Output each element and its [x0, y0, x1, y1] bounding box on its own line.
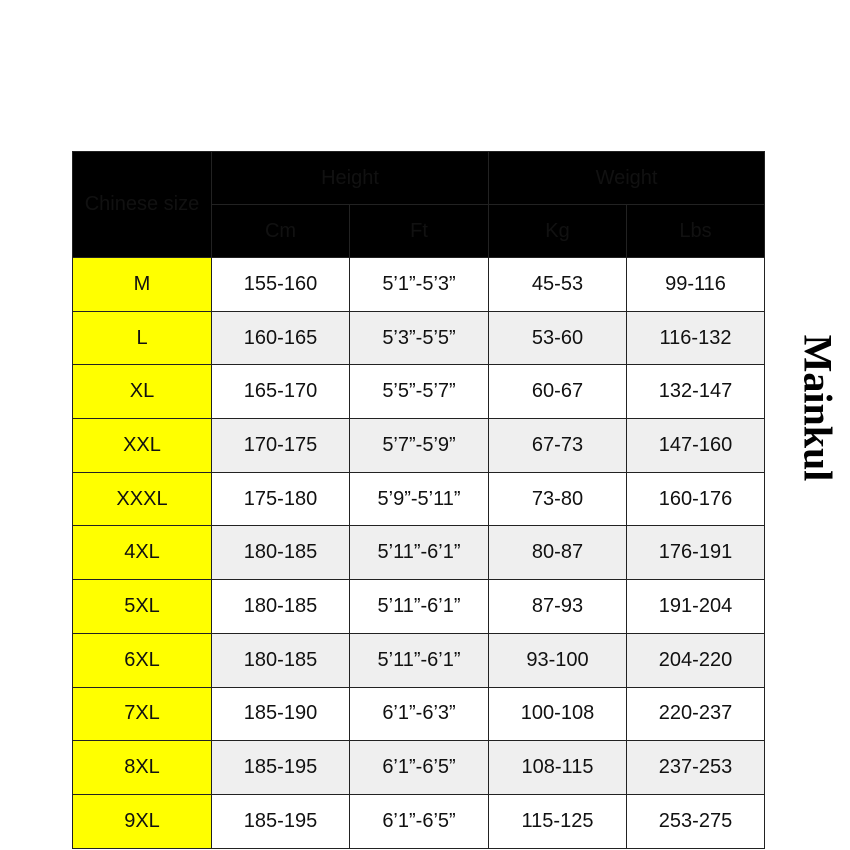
table-row [73, 419, 765, 473]
size-cell: 9XL [73, 794, 212, 848]
kg-cell: 67-73 [489, 419, 627, 473]
cm-cell: 180-185 [212, 526, 350, 580]
lbs-cell: 147-160 [627, 419, 765, 473]
size-chart-table [72, 151, 765, 849]
size-cell: M [73, 258, 212, 312]
cm-cell: 170-175 [212, 419, 350, 473]
lbs-cell: 220-237 [627, 687, 765, 741]
kg-header: Kg [489, 205, 627, 258]
kg-cell: 115-125 [489, 794, 627, 848]
table-row [73, 687, 765, 741]
ft-cell: 5’11”-6’1” [350, 580, 489, 634]
table-row [73, 258, 765, 312]
ft-cell: 5’11”-6’1” [350, 526, 489, 580]
lbs-cell: 116-132 [627, 311, 765, 365]
lbs-cell: 253-275 [627, 794, 765, 848]
table-row [73, 365, 765, 419]
cm-cell: 165-170 [212, 365, 350, 419]
kg-cell: 108-115 [489, 741, 627, 795]
size-cell: XXL [73, 419, 212, 473]
kg-cell: 73-80 [489, 472, 627, 526]
cm-cell: 185-195 [212, 794, 350, 848]
chinese-size-header: Chinese size [73, 152, 212, 258]
cm-header: Cm [212, 205, 350, 258]
weight-header: Weight [489, 152, 765, 205]
cm-cell: 185-190 [212, 687, 350, 741]
size-cell: L [73, 311, 212, 365]
ft-cell: 6’1”-6’5” [350, 741, 489, 795]
ft-cell: 5’3”-5’5” [350, 311, 489, 365]
table-row [73, 526, 765, 580]
kg-cell: 93-100 [489, 633, 627, 687]
size-cell: XXXL [73, 472, 212, 526]
kg-cell: 80-87 [489, 526, 627, 580]
ft-cell: 5’5”-5’7” [350, 365, 489, 419]
size-cell: 7XL [73, 687, 212, 741]
lbs-cell: 160-176 [627, 472, 765, 526]
cm-cell: 160-165 [212, 311, 350, 365]
table-row [73, 580, 765, 634]
cm-cell: 175-180 [212, 472, 350, 526]
kg-cell: 100-108 [489, 687, 627, 741]
size-cell: 5XL [73, 580, 212, 634]
lbs-cell: 204-220 [627, 633, 765, 687]
lbs-cell: 132-147 [627, 365, 765, 419]
kg-cell: 45-53 [489, 258, 627, 312]
height-header: Height [212, 152, 489, 205]
size-cell: XL [73, 365, 212, 419]
size-cell: 6XL [73, 633, 212, 687]
ft-cell: 5’9”-5’11” [350, 472, 489, 526]
table-row [73, 633, 765, 687]
kg-cell: 53-60 [489, 311, 627, 365]
lbs-cell: 237-253 [627, 741, 765, 795]
kg-cell: 60-67 [489, 365, 627, 419]
kg-cell: 87-93 [489, 580, 627, 634]
ft-cell: 5’1”-5’3” [350, 258, 489, 312]
ft-cell: 6’1”-6’3” [350, 687, 489, 741]
size-cell: 4XL [73, 526, 212, 580]
brand-name: Mainkul [795, 334, 841, 482]
ft-cell: 6’1”-6’5” [350, 794, 489, 848]
lbs-cell: 191-204 [627, 580, 765, 634]
ft-cell: 5’7”-5’9” [350, 419, 489, 473]
ft-cell: 5’11”-6’1” [350, 633, 489, 687]
cm-cell: 155-160 [212, 258, 350, 312]
ft-header: Ft [350, 205, 489, 258]
cm-cell: 180-185 [212, 633, 350, 687]
table-row [73, 311, 765, 365]
lbs-cell: 99-116 [627, 258, 765, 312]
cm-cell: 180-185 [212, 580, 350, 634]
lbs-cell: 176-191 [627, 526, 765, 580]
lbs-header: Lbs [627, 205, 765, 258]
size-cell: 8XL [73, 741, 212, 795]
table-row [73, 472, 765, 526]
table-row [73, 794, 765, 848]
cm-cell: 185-195 [212, 741, 350, 795]
table-row [73, 741, 765, 795]
